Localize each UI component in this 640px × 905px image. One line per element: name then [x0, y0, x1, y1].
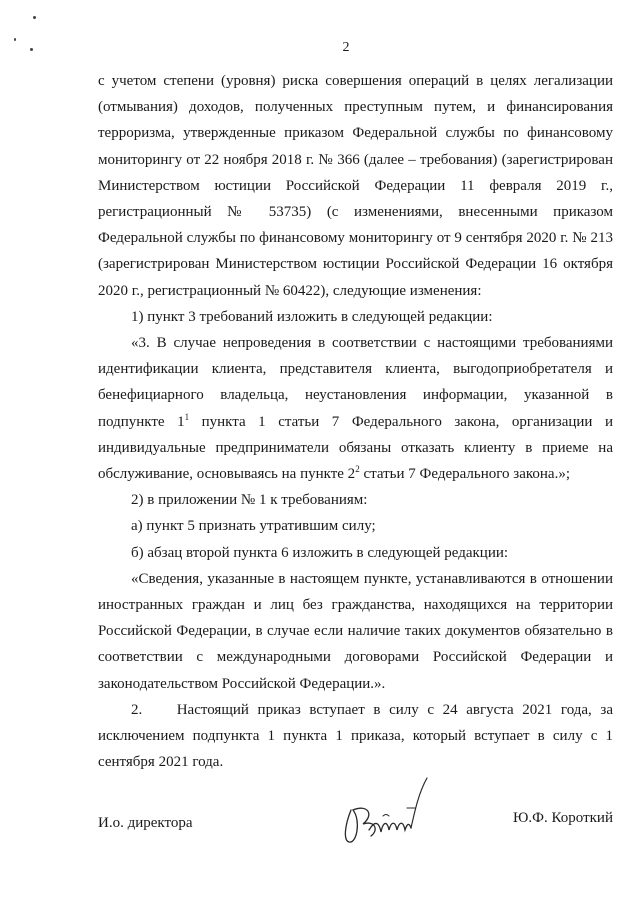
paragraph-intro: с учетом степени (уровня) риска совершения операций в целях легализации (отмывания) доходов, полученных преступным путем, и финансирования терроризма, утвержденные приказом Федеральной службы по финансовому мониторингу от 22 ноября 2018 г. № 366 (далее – требования) (зарегистрирован Министерством юстиции Российской Федерации 11 февраля 2019 г., регистрационный № 53735) (с изменениями, внесенными приказом Федеральной службы по финансовому мониторингу от 9 сентября 2020 г. № 213 (зарегистрирован Министерством юстиции Российской Федерации 16 октября 2020 г., регистрационный № 60422), следующие изменения: — [98, 73, 613, 299]
page-number: 2 — [342, 40, 350, 55]
paragraph-effective-date: 2. Настоящий приказ вступает в силу с 24 августа 2021 года, за исключением подпункта 1 пункта 1 приказа, который вступает в силу с 1 сентября 2021 года. — [98, 701, 617, 771]
signature-block — [98, 808, 613, 868]
paragraph-item-2b: б) абзац второй пункта 6 изложить в следующей редакции: — [131, 544, 509, 561]
scan-speck — [33, 16, 36, 19]
paragraph-quote-info: «Сведения, указанные в настоящем пункте, устанавливаются в отношении иностранных граждан и лиц без гражданства, находящихся на территории Российской Федерации, в случае если наличие таких документов обязательно в соответствии с международными договорами Российской Федерации и законодательством Российской Федерации.». — [98, 570, 613, 692]
scan-speck — [14, 38, 16, 41]
text-run: пункта 1 статьи 7 Федерального закона, организации и индивидуальные предприниматели обязаны отказать клиенту в приеме на обслуживание, основываясь на пункте 2 — [98, 413, 613, 483]
superscript: 1 — [184, 411, 190, 422]
signatory-name: Ю.Ф. Короткий — [513, 810, 613, 826]
superscript: 2 — [355, 464, 360, 475]
signatory-title: И.о. директора — [98, 815, 193, 831]
document-body — [98, 68, 617, 775]
text-run: статьи 7 Федерального закона.»; — [359, 466, 571, 483]
paragraph-item-2a: а) пункт 5 признать утратившим силу; — [131, 518, 376, 535]
handwritten-signature — [323, 770, 443, 860]
text-run: «3. В случае непроведения в соответствии с настоящими требованиями идентификации клиента, представителя клиента, выгодоприобретателя и бенефициарного владельца, неустановления информации, указанной в подпункте 1 — [98, 335, 613, 430]
paragraph-quote-3 — [98, 330, 613, 487]
paragraph-item-1: 1) пункт 3 требований изложить в следующей редакции: — [131, 308, 493, 325]
paragraph-item-2: 2) в приложении № 1 к требованиям: — [131, 492, 368, 509]
